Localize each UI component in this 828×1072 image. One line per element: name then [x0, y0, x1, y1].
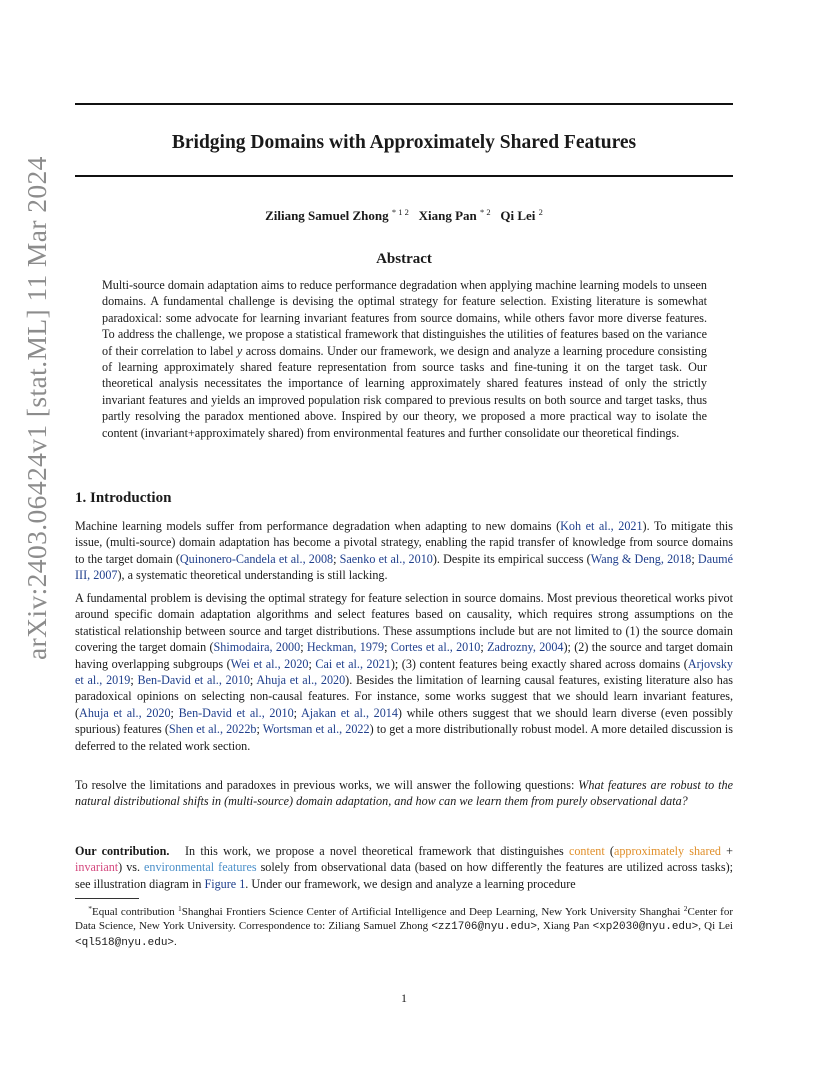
intro-paragraph-3	[75, 777, 733, 810]
paragraph-text: ) to get a more distributionally robust model. A more detailed discussion is deferred to the related work section.	[75, 722, 733, 753]
separator: ;	[256, 722, 263, 737]
author-list	[75, 203, 733, 225]
author-name: Qi Lei	[500, 208, 536, 223]
abstract-text: Multi-source domain adaptation aims to reduce performance degradation when applying machine learning models to unseen domains. A fundamental challenge is devising the optimal strategy for feature selection. Existing literature is somewhat paradoxical: some advocate for learning invariant features from source domains, while others favor more diverse features. To address the challenge, we propose a statistical framework that distinguishes the utilities of features based on the variance of their correlation to label	[102, 278, 707, 358]
citation-link[interactable]: Arjovsky et al., 2019	[75, 656, 734, 688]
author-affiliation-marks: 2	[538, 207, 543, 217]
footnote-text: .	[174, 935, 177, 948]
separator: ;	[480, 640, 488, 655]
citation-link[interactable]: Wang & Deng, 2018	[590, 551, 692, 566]
plus-sign: +	[720, 844, 734, 858]
term-approximately-shared: approximately shared	[613, 844, 721, 858]
footnote-text: , Qi Lei	[698, 920, 733, 933]
citation-link[interactable]: Ben-David et al., 2010	[137, 673, 250, 688]
paragraph-text: solely from observational data (based on how differently the features are utilized across tasks); see illustration diagram in	[75, 860, 733, 891]
paragraph-text: (	[604, 844, 614, 858]
author-affiliation-marks: * 2	[480, 207, 491, 217]
math-variable: y	[236, 343, 243, 358]
term-invariant: invariant	[75, 860, 119, 875]
contribution-heading: Our contribution.	[75, 844, 170, 858]
citation-link[interactable]: Daumé III, 2007	[75, 551, 733, 583]
paragraph-text: ); (3) content features being exactly shared across domains (	[390, 656, 688, 671]
footnote-text: Center for Data Science, New York University. Correspondence to: Ziliang Samuel Zhong	[75, 906, 733, 933]
citation-link[interactable]: Shimodaira, 2000	[213, 640, 301, 655]
paragraph-text: ). Despite its empirical success (	[432, 551, 591, 566]
separator: ;	[170, 705, 179, 720]
paragraph-text: To resolve the limitations and paradoxes in previous works, we will answer the following questions:	[75, 778, 579, 792]
email-address[interactable]: <ql518@nyu.edu>	[75, 936, 175, 949]
abstract-text: across domains. Under our framework, we design and analyze a learning procedure consisting of learning approximately shared feature representation from source tasks and fine-tuning it on the target task. Our theoretical analysis necessitates the importance of learning approximately shared features instead of only the strictly invariant features and yields an improved population risk compared to previous results on both source and target tasks, thus partly resolving the paradox mentioned above. Inspired by our theory, we proposed a more practical way to isolate the content (invariant+approximately shared) from environmental features and further consolidate our theoretical findings.	[102, 343, 707, 440]
abstract-paragraph	[102, 277, 707, 441]
citation-link[interactable]: Cai et al., 2021	[315, 656, 391, 671]
citation-link[interactable]: Koh et al., 2021	[560, 519, 643, 533]
citation-link[interactable]: Quinonero-Candela et al., 2008	[179, 551, 334, 566]
term-content: content	[568, 844, 605, 858]
citation-link[interactable]: Ben-David et al., 2010	[178, 705, 294, 720]
citation-link[interactable]: Cortes et al., 2010	[390, 640, 481, 655]
paragraph-text: . Under our framework, we design and analyze a learning procedure	[245, 876, 576, 891]
separator: ;	[293, 705, 302, 720]
abstract-body	[102, 277, 707, 441]
separator: ;	[691, 551, 698, 566]
citation-link[interactable]: Saenko et al., 2010	[339, 551, 433, 566]
paper-title: Bridging Domains with Approximately Shared Features	[171, 132, 637, 153]
paragraph-text: ), a systematic theoretical understanding is still lacking.	[117, 568, 388, 583]
intro-paragraph-2	[75, 590, 733, 754]
paragraph-text: In this work, we propose a novel theoretical framework that distinguishes	[185, 844, 569, 858]
citation-link[interactable]: Shen et al., 2022b	[168, 722, 257, 737]
abstract-heading: Abstract	[376, 251, 432, 267]
intro-paragraph-4	[75, 843, 733, 892]
email-address[interactable]: <xp2030@nyu.edu>	[592, 921, 699, 934]
term-environmental-features: environmental features	[144, 860, 257, 875]
citation-link[interactable]: Wei et al., 2020	[230, 656, 309, 671]
paragraph-text: ); (2) the source and target domain having overlapping subgroups (	[75, 640, 733, 671]
footnote-mark: 1	[178, 904, 182, 913]
citation-link[interactable]: Wortsman et al., 2022	[262, 722, 370, 737]
title-bottom-rule	[75, 175, 733, 177]
footnote-mark: 2	[683, 904, 688, 913]
footnote-text: , Xiang Pan	[536, 920, 593, 933]
separator: ;	[333, 551, 340, 566]
citation-link[interactable]: Ahuja et al., 2020	[79, 705, 171, 720]
separator: ;	[249, 673, 257, 688]
page-number: 1	[401, 991, 407, 1005]
citation-link[interactable]: Zadrozny, 2004	[487, 640, 564, 655]
intro-paragraph-1	[75, 518, 733, 584]
citation-link[interactable]: Ahuja et al., 2020	[256, 673, 346, 688]
footnote-rule	[75, 898, 139, 899]
section-heading-introduction: 1. Introduction	[75, 490, 172, 506]
separator: ;	[308, 656, 316, 671]
footnote-mark: *	[88, 904, 92, 913]
research-question: What features are robust to the natural distributional shifts in (multi-source) domain adaptation, and how can we learn them from purely observational data?	[75, 778, 733, 809]
citation-link[interactable]: Ajakan et al., 2014	[301, 705, 398, 720]
footnote	[75, 902, 733, 950]
paragraph-text: A fundamental problem is devising the optimal strategy for feature selection in source domains. Most previous theoretical works pivot around specific domain adaptation algorithms and select features based on causality, which requires strong assumptions on the statistical relationship between source and target distributions. These assumptions include but are not limited to (1) the source domain covering the target domain (	[75, 591, 733, 655]
paragraph-text: ). Besides the limitation of learning causal features, existing literature also has paradoxical opinions on selecting non-causal features. For instance, some works suggest that we should learn invariant features, (	[75, 673, 733, 720]
separator: ;	[300, 640, 307, 655]
author-affiliation-marks: * 1 2	[391, 207, 409, 217]
citation-link[interactable]: Heckman, 1979	[306, 640, 385, 655]
figure-link[interactable]: Figure 1	[204, 876, 246, 891]
paragraph-text: ) vs.	[118, 860, 145, 875]
separator: ;	[384, 640, 391, 655]
title-top-rule	[75, 103, 733, 105]
footnote-text: Equal contribution	[91, 906, 179, 918]
footnote-text: Shanghai Frontiers Science Center of Artificial Intelligence and Deep Learning, New York University Shanghai	[181, 906, 684, 918]
author-name: Ziliang Samuel Zhong	[265, 208, 389, 223]
separator: ;	[130, 673, 138, 688]
author-name: Xiang Pan	[418, 208, 477, 223]
paragraph-text: ) while others suggest that we should learn diverse (even possibly spurious) features (	[75, 705, 734, 737]
paragraph-text: ). To mitigate this issue, (multi-source) domain adaptation has become a pivotal strategy, enabling the rapid transfer of knowledge from source domains to the target domain (	[75, 519, 733, 566]
email-address[interactable]: <zz1706@nyu.edu>	[431, 921, 537, 934]
arxiv-identifier: arXiv:2403.06424v1 [stat.ML] 11 Mar 2024	[21, 156, 52, 660]
paragraph-text: Machine learning models suffer from performance degradation when adapting to new domains (	[75, 519, 561, 533]
